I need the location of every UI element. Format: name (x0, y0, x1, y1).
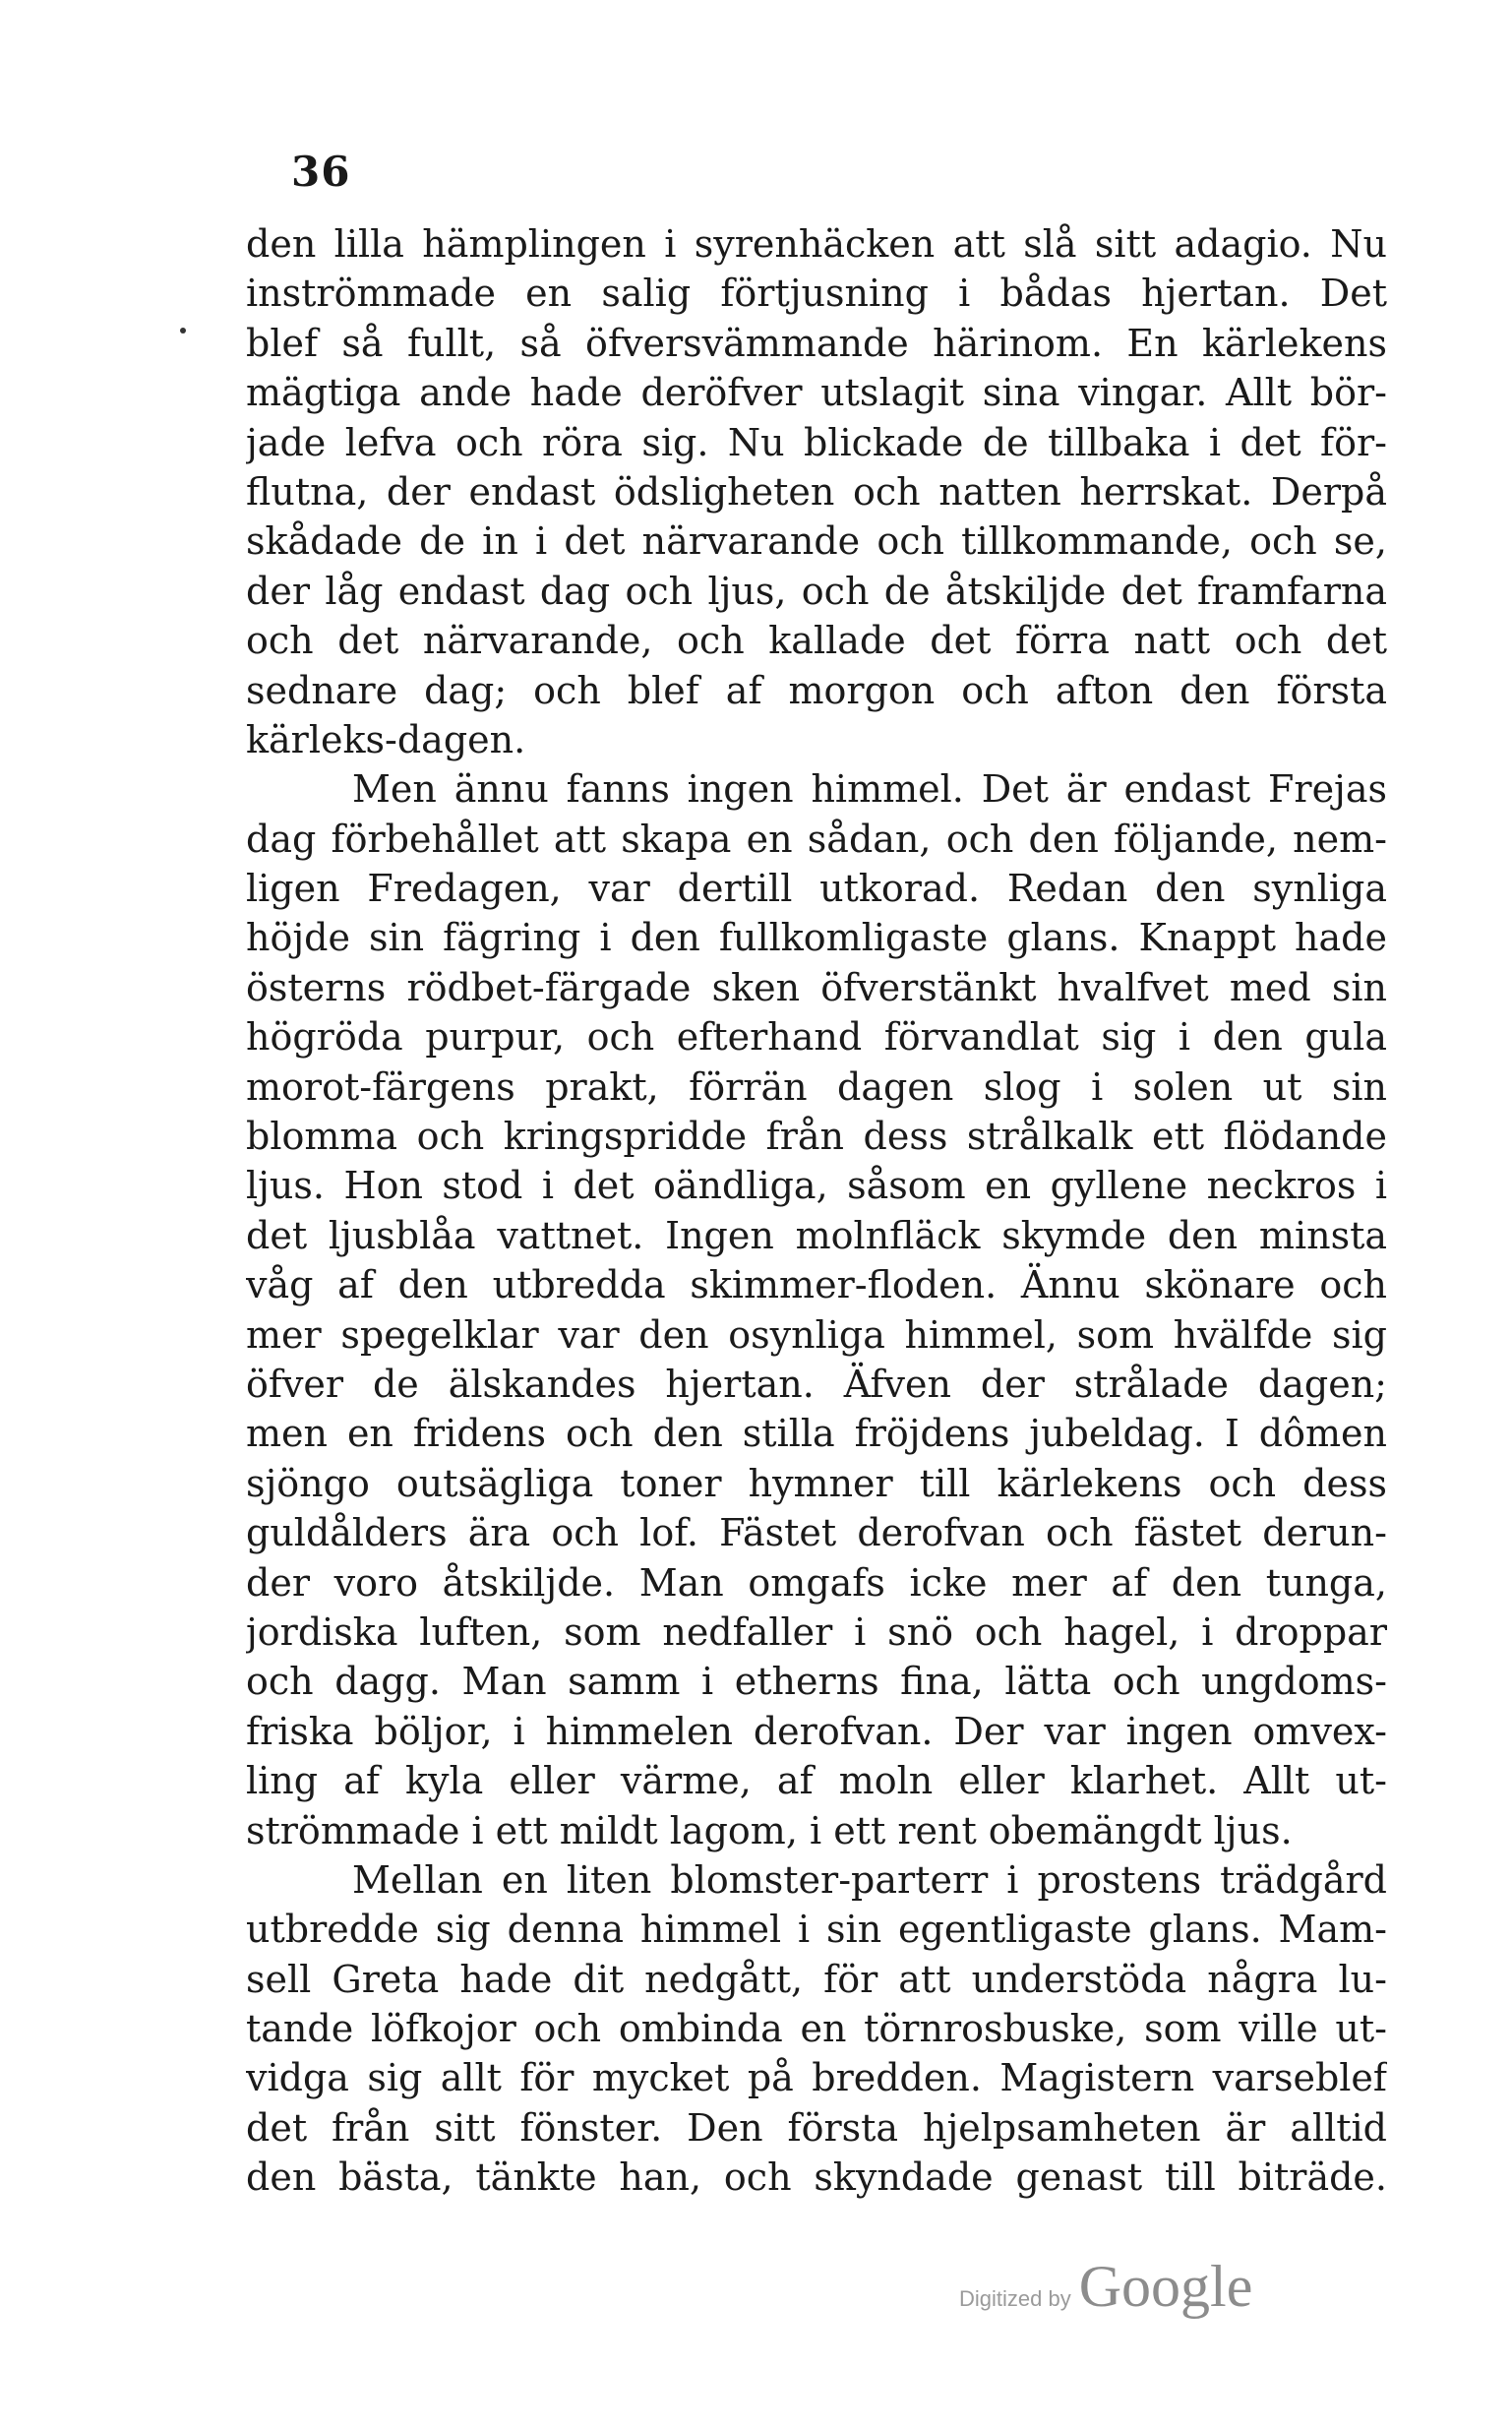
text-line: der voro åtskiljde. Man omgafs icke mer af den tunga, (246, 1560, 1387, 1605)
text-line: ling af kyla eller värme, af moln eller klarhet. Allt ut- (246, 1759, 1387, 1803)
text-line: blomma och kringspridde från dess strålkalk ett flödande (246, 1115, 1387, 1159)
text-line: utbredde sig denna himmel i sin egentligaste glans. Mam- (246, 1908, 1387, 1952)
text-line: vidga sig allt för mycket på bredden. Magistern varseblef (246, 2056, 1387, 2100)
digitized-by-watermark (959, 2253, 1252, 2321)
text-line: guldålders ära och lof. Fästet derofvan och fästet derun- (246, 1511, 1387, 1555)
text-line: den bästa, tänkte han, och skyndade genast till biträde. (246, 2155, 1387, 2200)
text-line: öfver de älskandes hjertan. Äfven der strålade dagen; (246, 1362, 1387, 1406)
body-text (246, 219, 1387, 2203)
text-line: sell Greta hade dit nedgått, för att understöda några lu- (246, 1957, 1387, 2001)
text-line: och det närvarande, och kallade det förra natt och det (246, 619, 1387, 663)
text-line: Men ännu fanns ingen himmel. Det är endast Frejas (352, 767, 1387, 812)
text-line: inströmmade en salig förtjusning i bådas hjertan. Det (246, 272, 1387, 316)
page-number: 36 (291, 148, 351, 196)
text-line: kärleks-dagen. (246, 717, 526, 761)
text-line: och dagg. Man samm i etherns fina, lätta och ungdoms- (246, 1660, 1387, 1704)
google-logo: Google (1078, 2254, 1253, 2319)
text-line: jade lefva och röra sig. Nu blickade de tillbaka i det för- (246, 420, 1387, 464)
text-line: mer spegelklar var den osynliga himmel, som hvälfde sig (246, 1312, 1387, 1357)
text-line: mägtiga ande hade deröfver utslagit sina vingar. Allt bör- (246, 371, 1387, 415)
text-line: der låg endast dag och ljus, och de åtskiljde det framfarna (246, 569, 1387, 613)
text-line: det från sitt fönster. Den första hjelpsamheten är alltid (246, 2105, 1387, 2150)
text-line: högröda purpur, och efterhand förvandlat sig i den gula (246, 1015, 1387, 1060)
text-line: österns rödbet-färgade sken öfverstänkt hvalfvet med sin (246, 965, 1387, 1009)
text-line: våg af den utbredda skimmer-floden. Ännu skönare och (246, 1263, 1387, 1307)
text-line: sjöngo outsägliga toner hymner till kärlekens och dess (246, 1461, 1387, 1505)
text-line: morot-färgens prakt, förrän dagen slog i solen ut sin (246, 1064, 1387, 1109)
text-line: den lilla hämplingen i syrenhäcken att slå sitt adagio. Nu (246, 222, 1387, 266)
text-line: men en fridens och den stilla fröjdens jubeldag. I dômen (246, 1412, 1387, 1456)
text-line: dag förbehållet att skapa en sådan, och den följande, nem- (246, 817, 1387, 861)
stray-ink-mark (180, 328, 186, 334)
text-line: ljus. Hon stod i det oändliga, såsom en gyllene neckros i (246, 1164, 1387, 1208)
text-line: strömmade i ett mildt lagom, i ett rent obemängdt ljus. (246, 1808, 1293, 1852)
text-line: ligen Fredagen, var dertill utkorad. Redan den synliga (246, 867, 1387, 911)
text-line: skådade de in i det närvarande och tillkommande, och se, (246, 519, 1387, 564)
text-line: blef så fullt, så öfversvämmande härinom. En kärlekens (246, 321, 1387, 365)
text-line: det ljusblåa vattnet. Ingen molnfläck skymde den minsta (246, 1213, 1387, 1257)
watermark-prefix: Digitized by (959, 2286, 1071, 2311)
text-line: jordiska luften, som nedfaller i snö och hagel, i droppar (246, 1609, 1387, 1654)
text-line: Mellan en liten blomster-parterr i prostens trädgård (352, 1857, 1387, 1902)
text-line: tande löfkojor och ombinda en törnrosbuske, som ville ut- (246, 2007, 1387, 2051)
text-line: sednare dag; och blef af morgon och afton den första (246, 668, 1387, 712)
text-line: höjde sin fägring i den fullkomligaste glans. Knappt hade (246, 916, 1387, 960)
text-line: flutna, der endast ödsligheten och natten herrskat. Derpå (246, 469, 1387, 514)
text-line: friska böljor, i himmelen derofvan. Der var ingen omvex- (246, 1709, 1387, 1753)
